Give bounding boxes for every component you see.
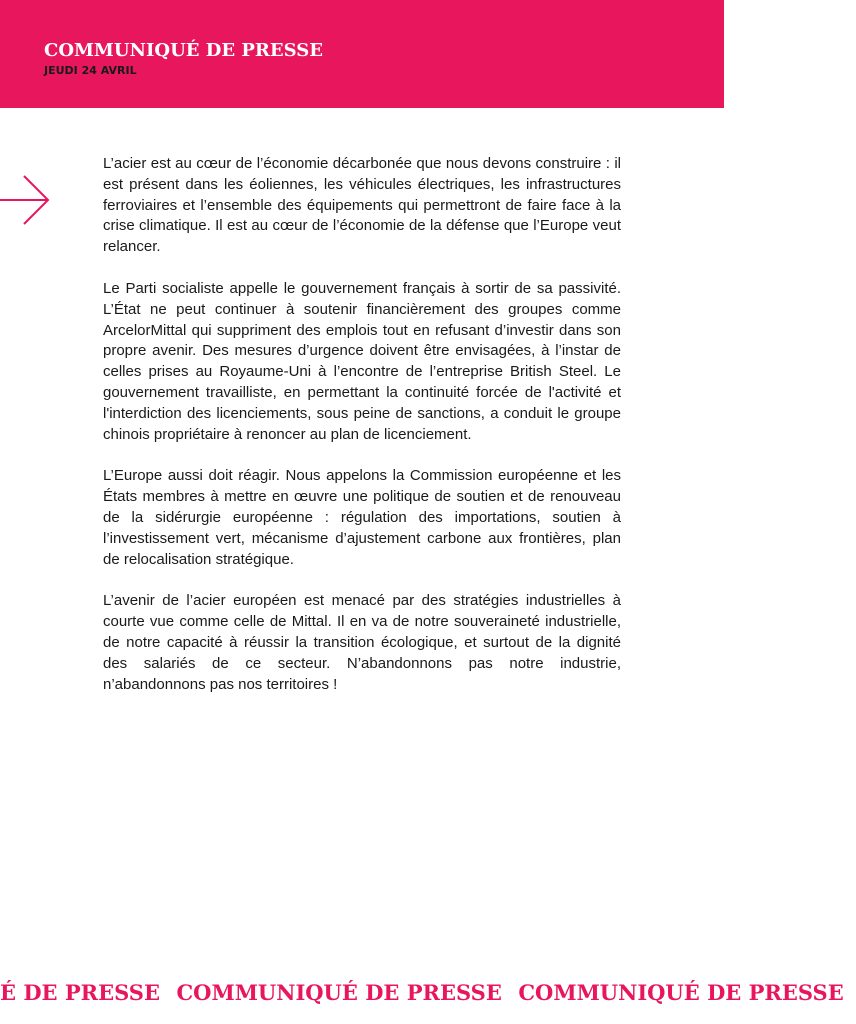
footer-text-2: COMMUNIQUÉ DE PRESSE: [176, 980, 502, 1005]
footer-text-1: É DE PRESSE: [0, 980, 160, 1005]
paragraph-4: L’avenir de l’acier européen est menacé par des stratégies industrielles à courte vue comme celle de Mittal. Il en va de notre souveraineté industrielle, de notre capacité à réussir la transition écologique, et surtout de la dignité des salariés de ce secteur. N’abandonnons pas notre industrie, n’abandonnons pas nos territoires !: [103, 592, 621, 693]
header-band: [0, 0, 724, 108]
page-title: COMMUNIQUÉ DE PRESSE: [44, 40, 323, 61]
press-date: JEUDI 24 AVRIL: [44, 64, 137, 77]
paragraph-3: L’Europe aussi doit réagir. Nous appelons la Commission européenne et les États membres à mettre en œuvre une politique de soutien et de renouveau de la sidérurgie européenne : régulation des importations, soutien à l’investissement vert, mécanisme d’ajustement carbone aux frontières, plan de relocalisation stratégique.: [103, 467, 621, 568]
paragraph-1: L’acier est au cœur de l’économie décarbonée que nous devons construire : il est présent dans les éoliennes, les véhicules électriques, les infrastructures ferroviaires et l’ensemble des équipements qui permettront de faire face à la crise climatique. Il est au cœur de l’économie de la défense que l’Europe veut relancer.: [103, 155, 621, 256]
footer-text-3: COMMUNIQUÉ DE PRESSE: [518, 980, 844, 1005]
arrow-right-icon: [0, 172, 52, 228]
paragraph-2: Le Parti socialiste appelle le gouvernement français à sortir de sa passivité. L’État ne peut continuer à soutenir financièrement des groupes comme ArcelorMittal qui suppriment des emplois tout en refusant d’investir dans son propre avenir. Des mesures d’urgence doivent être envisagées, à l’instar de celles prises au Royaume-Uni à l’encontre de l’entreprise British Steel. Le gouvernement travailliste, en permettant la continuité forcée de l'activité et l'interdiction des licenciements, sous peine de sanctions, a conduit le groupe chinois propriétaire à renoncer au plan de licenciement.: [103, 279, 621, 443]
body-text: [103, 154, 621, 716]
footer-banner: [0, 978, 844, 1008]
